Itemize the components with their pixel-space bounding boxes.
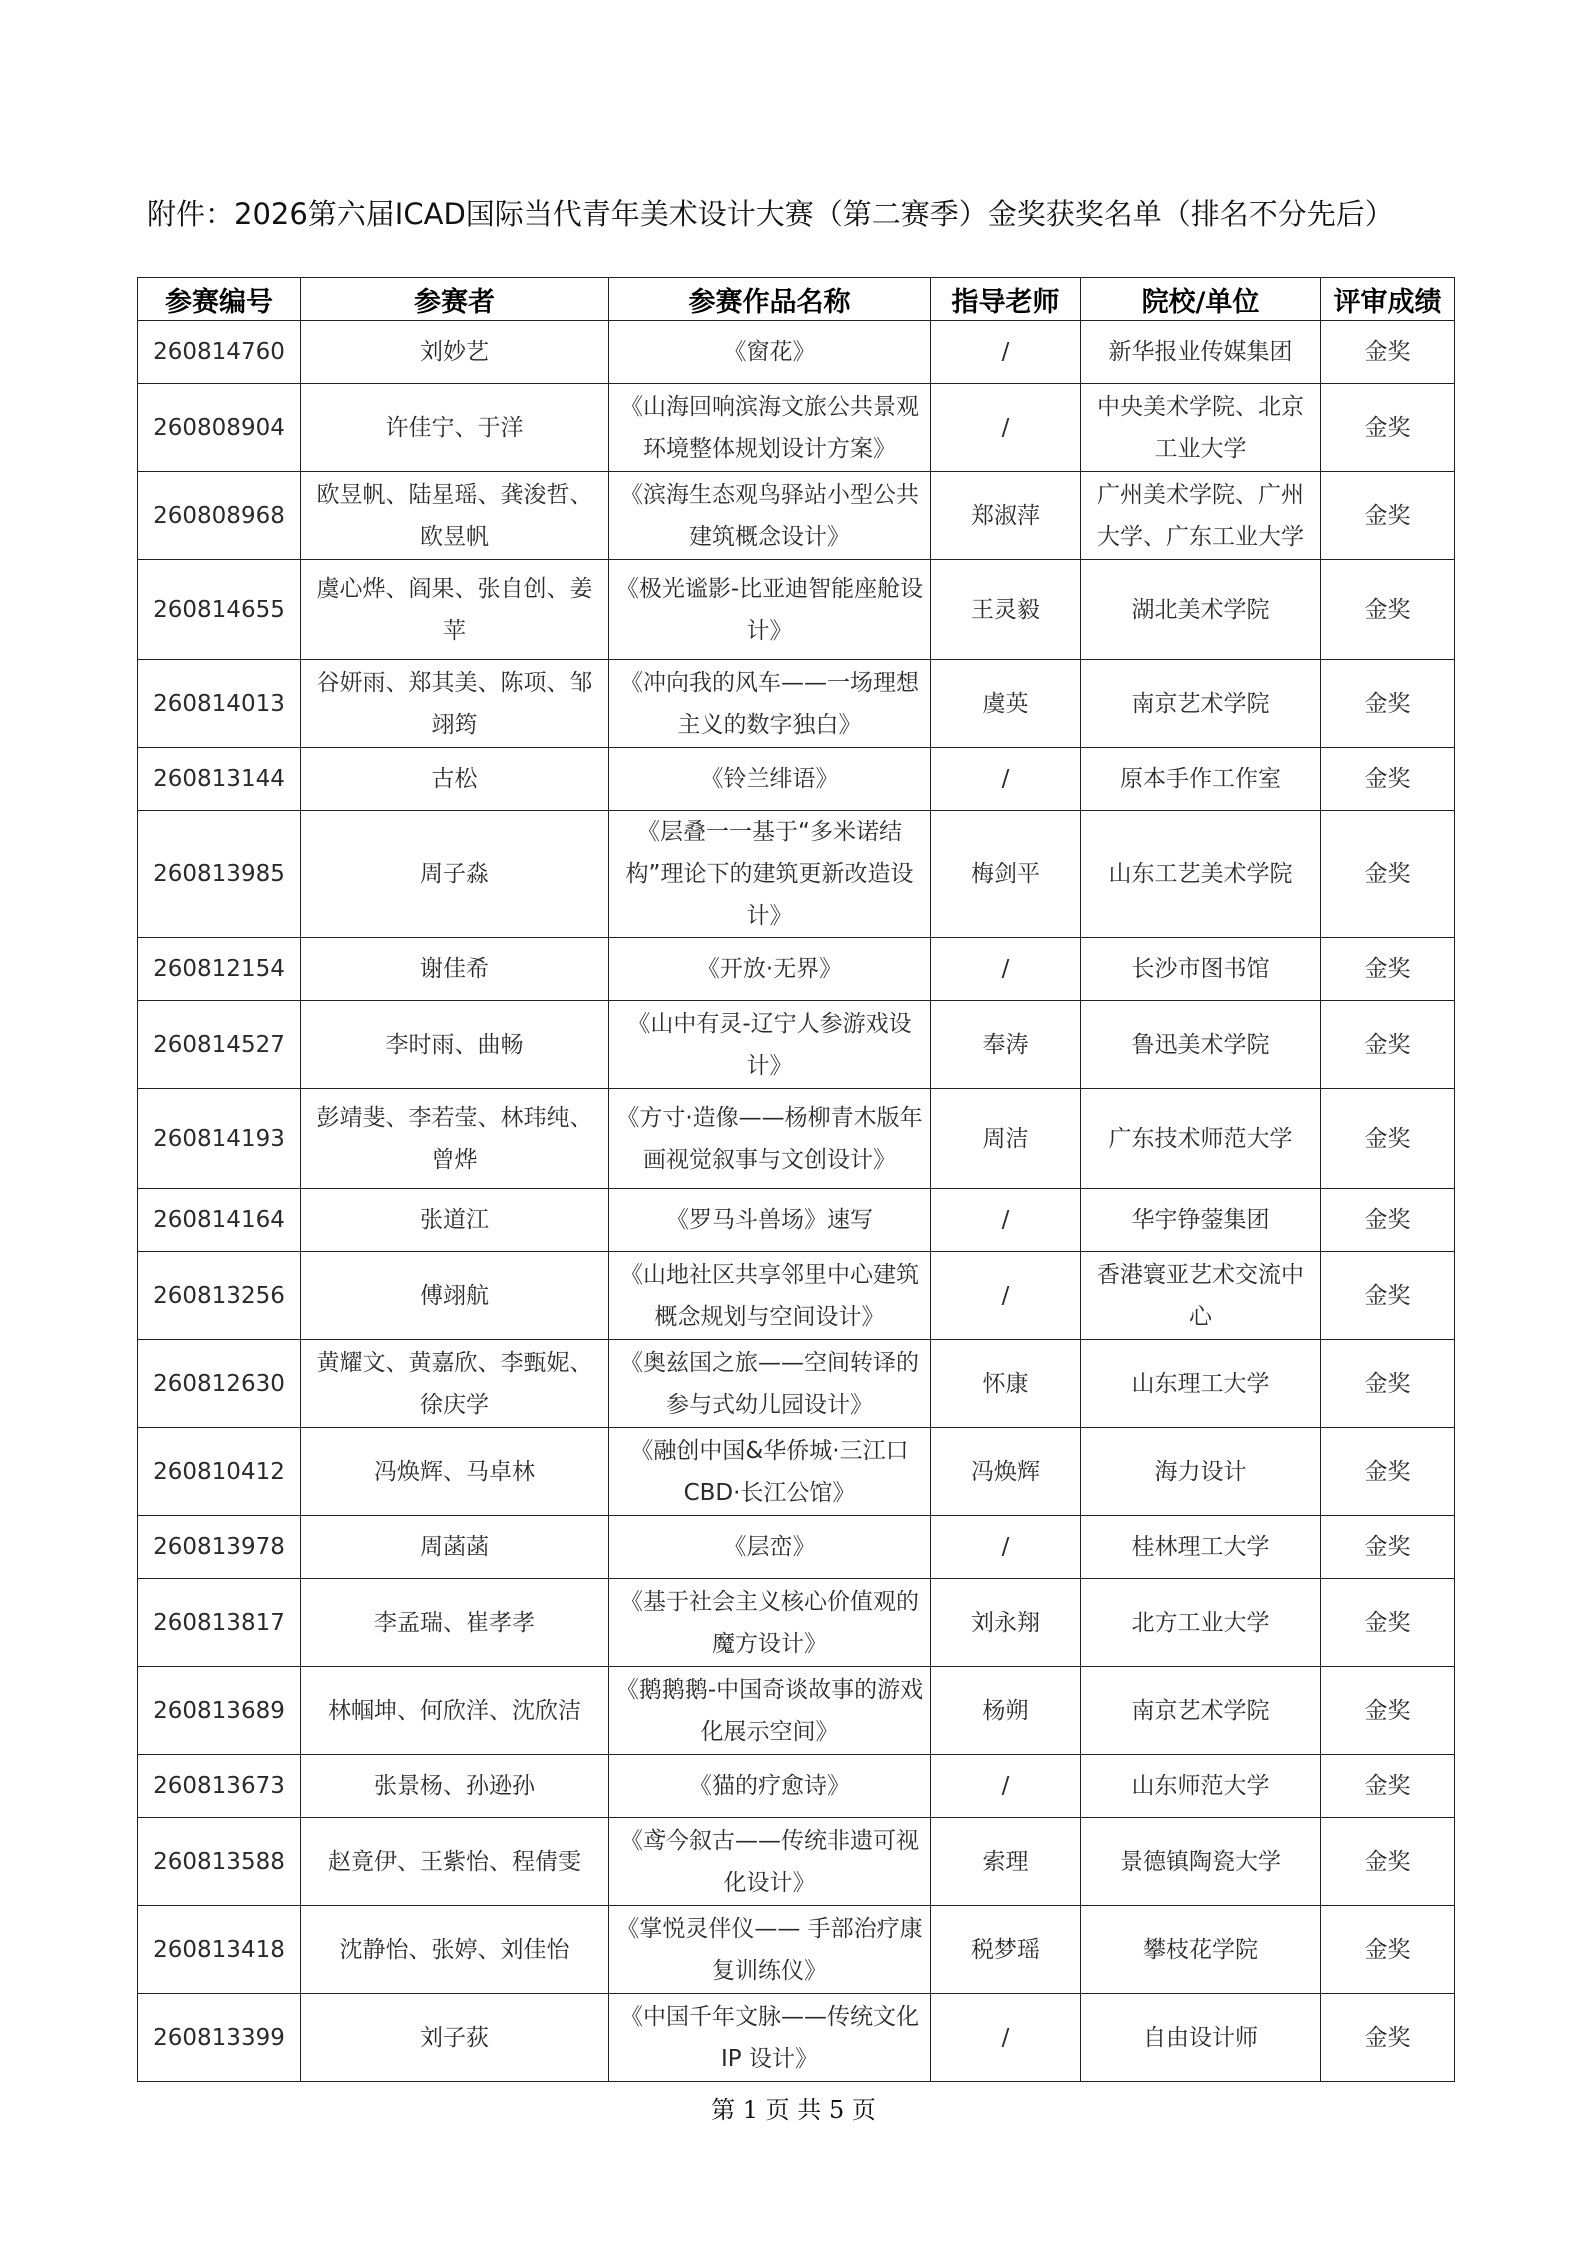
cell-result: 金奖 — [1321, 1667, 1455, 1755]
table-row — [138, 1818, 1455, 1906]
cell-entry-id: 260813588 — [138, 1818, 301, 1906]
cell-result: 金奖 — [1321, 660, 1455, 748]
header-school: 院校/单位 — [1081, 278, 1321, 321]
cell-advisor: / — [931, 748, 1081, 811]
cell-advisor: 冯焕辉 — [931, 1428, 1081, 1516]
table-row — [138, 1755, 1455, 1818]
cell-work-title: 《层叠一一基于“多米诺结构”理论下的建筑更新改造设计》 — [609, 811, 931, 938]
cell-school: 山东师范大学 — [1081, 1755, 1321, 1818]
table-row — [138, 811, 1455, 938]
cell-entry-id: 260810412 — [138, 1428, 301, 1516]
cell-school: 中央美术学院、北京工业大学 — [1081, 384, 1321, 472]
cell-participants: 彭靖斐、李若莹、林玮纯、曾烨 — [301, 1089, 609, 1189]
awards-table — [137, 277, 1455, 2082]
cell-entry-id: 260813256 — [138, 1252, 301, 1340]
table-row — [138, 1579, 1455, 1667]
cell-result: 金奖 — [1321, 560, 1455, 660]
cell-participants: 许佳宁、于洋 — [301, 384, 609, 472]
cell-result: 金奖 — [1321, 1340, 1455, 1428]
cell-advisor: / — [931, 384, 1081, 472]
cell-work-title: 《铃兰绯语》 — [609, 748, 931, 811]
cell-work-title: 《开放·无界》 — [609, 938, 931, 1001]
cell-participants: 李孟瑞、崔孝孝 — [301, 1579, 609, 1667]
cell-entry-id: 260813985 — [138, 811, 301, 938]
cell-school: 香港寰亚艺术交流中心 — [1081, 1252, 1321, 1340]
cell-entry-id: 260808904 — [138, 384, 301, 472]
cell-school: 长沙市图书馆 — [1081, 938, 1321, 1001]
cell-school: 南京艺术学院 — [1081, 1667, 1321, 1755]
cell-work-title: 《融创中国&华侨城·三江口CBD·长江公馆》 — [609, 1428, 931, 1516]
cell-work-title: 《鹅鹅鹅-中国奇谈故事的游戏化展示空间》 — [609, 1667, 931, 1755]
table-row — [138, 1516, 1455, 1579]
cell-entry-id: 260812154 — [138, 938, 301, 1001]
cell-work-title: 《窗花》 — [609, 321, 931, 384]
cell-advisor: 郑淑萍 — [931, 472, 1081, 560]
cell-result: 金奖 — [1321, 1579, 1455, 1667]
cell-work-title: 《冲向我的风车——一场理想主义的数字独白》 — [609, 660, 931, 748]
cell-entry-id: 260814760 — [138, 321, 301, 384]
cell-advisor: / — [931, 1189, 1081, 1252]
cell-entry-id: 260813144 — [138, 748, 301, 811]
cell-participants: 虞心烨、阎果、张自创、姜苹 — [301, 560, 609, 660]
cell-result: 金奖 — [1321, 1994, 1455, 2082]
cell-participants: 古松 — [301, 748, 609, 811]
cell-entry-id: 260813673 — [138, 1755, 301, 1818]
cell-advisor: 税梦瑶 — [931, 1906, 1081, 1994]
cell-school: 鲁迅美术学院 — [1081, 1001, 1321, 1089]
cell-participants: 沈静怡、张婷、刘佳怡 — [301, 1906, 609, 1994]
cell-work-title: 《罗马斗兽场》速写 — [609, 1189, 931, 1252]
cell-entry-id: 260814193 — [138, 1089, 301, 1189]
cell-result: 金奖 — [1321, 1428, 1455, 1516]
table-row — [138, 748, 1455, 811]
cell-participants: 刘子荻 — [301, 1994, 609, 2082]
cell-participants: 谢佳希 — [301, 938, 609, 1001]
cell-work-title: 《方寸·造像——杨柳青木版年画视觉叙事与文创设计》 — [609, 1089, 931, 1189]
cell-result: 金奖 — [1321, 811, 1455, 938]
cell-entry-id: 260814527 — [138, 1001, 301, 1089]
cell-result: 金奖 — [1321, 1189, 1455, 1252]
cell-work-title: 《猫的疗愈诗》 — [609, 1755, 931, 1818]
table-row — [138, 1667, 1455, 1755]
cell-participants: 李时雨、曲畅 — [301, 1001, 609, 1089]
table-row — [138, 1906, 1455, 1994]
table-row — [138, 321, 1455, 384]
cell-participants: 欧昱帆、陆星瑶、龚浚哲、欧昱帆 — [301, 472, 609, 560]
cell-entry-id: 260808968 — [138, 472, 301, 560]
cell-participants: 林帼坤、何欣洋、沈欣洁 — [301, 1667, 609, 1755]
header-id: 参赛编号 — [138, 278, 301, 321]
cell-school: 海力设计 — [1081, 1428, 1321, 1516]
cell-result: 金奖 — [1321, 1001, 1455, 1089]
cell-advisor: 梅剑平 — [931, 811, 1081, 938]
table-row — [138, 1001, 1455, 1089]
cell-school: 南京艺术学院 — [1081, 660, 1321, 748]
cell-school: 自由设计师 — [1081, 1994, 1321, 2082]
cell-entry-id: 260812630 — [138, 1340, 301, 1428]
table-row — [138, 1089, 1455, 1189]
table-row — [138, 1189, 1455, 1252]
cell-participants: 刘妙艺 — [301, 321, 609, 384]
cell-school: 湖北美术学院 — [1081, 560, 1321, 660]
cell-result: 金奖 — [1321, 748, 1455, 811]
cell-participants: 周子淼 — [301, 811, 609, 938]
header-participants: 参赛者 — [301, 278, 609, 321]
cell-advisor: 奉涛 — [931, 1001, 1081, 1089]
cell-school: 广州美术学院、广州大学、广东工业大学 — [1081, 472, 1321, 560]
cell-advisor: / — [931, 1994, 1081, 2082]
header-work: 参赛作品名称 — [609, 278, 931, 321]
cell-school: 北方工业大学 — [1081, 1579, 1321, 1667]
cell-school: 新华报业传媒集团 — [1081, 321, 1321, 384]
cell-result: 金奖 — [1321, 321, 1455, 384]
cell-result: 金奖 — [1321, 1818, 1455, 1906]
cell-school: 攀枝花学院 — [1081, 1906, 1321, 1994]
cell-work-title: 《极光谧影-比亚迪智能座舱设计》 — [609, 560, 931, 660]
header-advisor: 指导老师 — [931, 278, 1081, 321]
cell-result: 金奖 — [1321, 384, 1455, 472]
cell-entry-id: 260813418 — [138, 1906, 301, 1994]
cell-participants: 谷妍雨、郑其美、陈项、邹翊筠 — [301, 660, 609, 748]
cell-participants: 周菡菡 — [301, 1516, 609, 1579]
cell-result: 金奖 — [1321, 1755, 1455, 1818]
page-number: 第 1 页 共 5 页 — [711, 2096, 876, 2124]
cell-advisor: 杨朔 — [931, 1667, 1081, 1755]
cell-entry-id: 260813978 — [138, 1516, 301, 1579]
cell-work-title: 《掌悦灵伴仪—— 手部治疗康复训练仪》 — [609, 1906, 931, 1994]
cell-advisor: / — [931, 1755, 1081, 1818]
cell-entry-id: 260814164 — [138, 1189, 301, 1252]
cell-participants: 冯焕辉、马卓林 — [301, 1428, 609, 1516]
cell-work-title: 《山中有灵-辽宁人参游戏设计》 — [609, 1001, 931, 1089]
cell-result: 金奖 — [1321, 1906, 1455, 1994]
cell-participants: 赵竟伊、王紫怡、程倩雯 — [301, 1818, 609, 1906]
header-result: 评审成绩 — [1321, 278, 1455, 321]
cell-school: 山东工艺美术学院 — [1081, 811, 1321, 938]
cell-participants: 傅翊航 — [301, 1252, 609, 1340]
cell-school: 原本手作工作室 — [1081, 748, 1321, 811]
table-row — [138, 384, 1455, 472]
cell-school: 景德镇陶瓷大学 — [1081, 1818, 1321, 1906]
cell-advisor: / — [931, 938, 1081, 1001]
cell-participants: 黄耀文、黄嘉欣、李甄妮、徐庆学 — [301, 1340, 609, 1428]
cell-school: 广东技术师范大学 — [1081, 1089, 1321, 1189]
cell-entry-id: 260813817 — [138, 1579, 301, 1667]
cell-advisor: 怀康 — [931, 1340, 1081, 1428]
cell-entry-id: 260814013 — [138, 660, 301, 748]
cell-result: 金奖 — [1321, 938, 1455, 1001]
cell-result: 金奖 — [1321, 472, 1455, 560]
table-header-row — [138, 278, 1455, 321]
table-row — [138, 660, 1455, 748]
cell-result: 金奖 — [1321, 1252, 1455, 1340]
document-title: 附件：2026第六届ICAD国际当代青年美术设计大赛（第二赛季）金奖获奖名单（排名不分先后） — [147, 197, 1394, 231]
cell-entry-id: 260813399 — [138, 1994, 301, 2082]
cell-work-title: 《山地社区共享邻里中心建筑概念规划与空间设计》 — [609, 1252, 931, 1340]
cell-result: 金奖 — [1321, 1089, 1455, 1189]
cell-school: 华宇铮蓥集团 — [1081, 1189, 1321, 1252]
cell-advisor: / — [931, 1516, 1081, 1579]
cell-work-title: 《中国千年文脉——传统文化 IP 设计》 — [609, 1994, 931, 2082]
table-body — [138, 321, 1455, 2082]
cell-entry-id: 260814655 — [138, 560, 301, 660]
cell-participants: 张景杨、孙逊孙 — [301, 1755, 609, 1818]
cell-work-title: 《奥兹国之旅——空间转译的参与式幼儿园设计》 — [609, 1340, 931, 1428]
cell-work-title: 《滨海生态观鸟驿站小型公共建筑概念设计》 — [609, 472, 931, 560]
table-row — [138, 938, 1455, 1001]
cell-advisor: 虞英 — [931, 660, 1081, 748]
table-row — [138, 472, 1455, 560]
table-row — [138, 560, 1455, 660]
cell-school: 山东理工大学 — [1081, 1340, 1321, 1428]
cell-school: 桂林理工大学 — [1081, 1516, 1321, 1579]
cell-advisor: 索理 — [931, 1818, 1081, 1906]
cell-work-title: 《鸢今叙古——传统非遗可视化设计》 — [609, 1818, 931, 1906]
cell-result: 金奖 — [1321, 1516, 1455, 1579]
cell-work-title: 《基于社会主义核心价值观的魔方设计》 — [609, 1579, 931, 1667]
cell-advisor: / — [931, 321, 1081, 384]
table-row — [138, 1994, 1455, 2082]
table-row — [138, 1428, 1455, 1516]
cell-participants: 张道江 — [301, 1189, 609, 1252]
cell-advisor: 王灵毅 — [931, 560, 1081, 660]
cell-advisor: 刘永翔 — [931, 1579, 1081, 1667]
cell-work-title: 《层峦》 — [609, 1516, 931, 1579]
cell-entry-id: 260813689 — [138, 1667, 301, 1755]
table-row — [138, 1340, 1455, 1428]
cell-work-title: 《山海回响滨海文旅公共景观环境整体规划设计方案》 — [609, 384, 931, 472]
table-row — [138, 1252, 1455, 1340]
cell-advisor: 周洁 — [931, 1089, 1081, 1189]
cell-advisor: / — [931, 1252, 1081, 1340]
